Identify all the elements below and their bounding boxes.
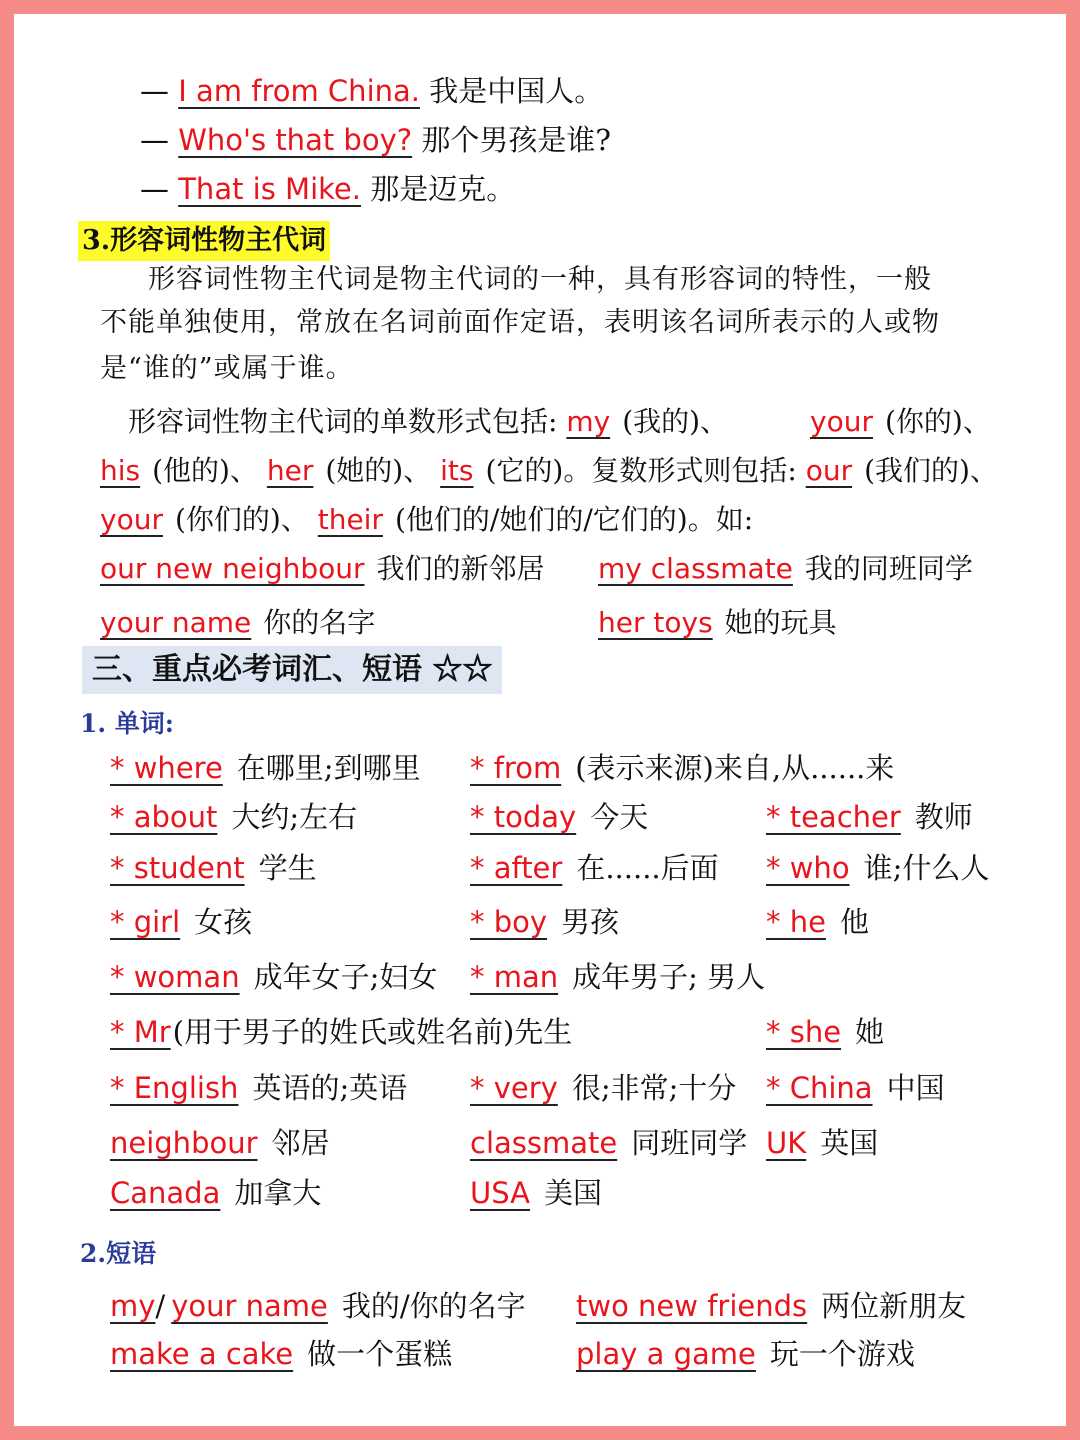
- word-english: Canada: [110, 1176, 221, 1210]
- pronoun-english: its: [440, 454, 474, 487]
- section-heading-possessive: 3.形容词性物主代词: [78, 221, 330, 261]
- word-item: [110, 846, 317, 887]
- example-chinese: 我们的新邻居: [376, 552, 545, 585]
- example-chinese: 我的同班同学: [804, 552, 973, 585]
- word-item: [470, 1121, 747, 1162]
- word-english: * where: [110, 751, 223, 785]
- dialog-chinese: 我是中国人。: [429, 74, 604, 108]
- word-item: [110, 1171, 321, 1212]
- word-item: [470, 795, 648, 836]
- word-item: [110, 1066, 407, 1107]
- example-english: her toys: [598, 606, 713, 639]
- word-chinese: 同班同学: [631, 1126, 748, 1160]
- word-chinese: (用于男子的姓氏或姓名前)先生: [172, 1015, 573, 1049]
- word-english: * who: [766, 851, 850, 885]
- word-english: * after: [470, 851, 563, 885]
- dialog-english: I am from China.: [178, 74, 420, 108]
- word-item: [470, 900, 619, 941]
- word-item: [110, 955, 437, 996]
- word-english: classmate: [470, 1126, 618, 1160]
- pronoun-english: their: [317, 503, 383, 536]
- word-english: * English: [110, 1071, 239, 1105]
- word-chinese: 在哪里;到哪里: [236, 751, 421, 785]
- pronoun-chinese: (我们的)、: [864, 454, 998, 487]
- dialog-chinese: 那是迈克。: [370, 172, 516, 206]
- word-chinese: 很;非常;十分: [571, 1071, 737, 1105]
- word-item: [470, 1171, 602, 1212]
- pronoun-english: my: [566, 405, 611, 438]
- paragraph-line: 不能单独使用，常放在名词前面作定语，表明该名词所表示的人或物: [100, 307, 940, 338]
- word-chinese: 学生: [258, 851, 317, 885]
- section-heading-vocabulary: 三、重点必考词汇、短语 ☆☆: [82, 646, 502, 694]
- word-item: [766, 795, 973, 836]
- dash: —: [140, 123, 169, 157]
- example-english: my classmate: [598, 552, 793, 585]
- word-chinese: 他: [839, 905, 869, 939]
- word-chinese: 谁;什么人: [863, 851, 990, 885]
- word-english: * he: [766, 905, 826, 939]
- word-chinese: 美国: [544, 1176, 603, 1210]
- dash: —: [140, 172, 169, 206]
- word-english: USA: [470, 1176, 531, 1210]
- example-english: our new neighbour: [100, 552, 365, 585]
- pronoun-line: [100, 449, 998, 489]
- pronoun-english: your: [100, 503, 163, 536]
- pronoun-english: our: [805, 454, 853, 487]
- word-chinese: 男孩: [561, 905, 620, 939]
- phrase-item: [576, 1284, 966, 1325]
- example-english: your name: [100, 606, 252, 639]
- word-english: * today: [470, 800, 577, 834]
- word-chinese: 英国: [820, 1126, 879, 1160]
- phrase-english: your name: [171, 1289, 328, 1323]
- phrase-english: make a cake: [110, 1337, 294, 1371]
- word-english: * woman: [110, 960, 240, 994]
- word-item: [110, 795, 357, 836]
- phrase-chinese: 做一个蛋糕: [307, 1337, 453, 1371]
- dialog-english: That is Mike.: [178, 172, 361, 206]
- phrase-chinese: 两位新朋友: [821, 1289, 967, 1323]
- word-english: * boy: [470, 905, 548, 939]
- word-chinese: 中国: [886, 1071, 945, 1105]
- example-chinese: 你的名字: [263, 606, 376, 639]
- word-chinese: 成年女子;妇女: [253, 960, 438, 994]
- pronoun-chinese: (他们的/她们的/它们的)。如:: [394, 503, 754, 536]
- word-english: * Mr: [110, 1015, 171, 1049]
- words-heading: 1. 单词:: [80, 709, 175, 738]
- word-chinese: 在......后面: [576, 851, 719, 885]
- word-english: * man: [470, 960, 559, 994]
- word-chinese: 大约;左右: [231, 800, 358, 834]
- word-english: * China: [766, 1071, 873, 1105]
- example-item: [100, 601, 375, 641]
- word-item: [470, 955, 765, 996]
- word-chinese: 她: [855, 1015, 885, 1049]
- pronoun-line: [128, 400, 728, 440]
- word-item: [470, 746, 894, 787]
- dialog-english: Who's that boy?: [178, 123, 413, 157]
- example-item: [598, 547, 973, 587]
- phrase-item: [576, 1332, 915, 1373]
- word-english: * she: [766, 1015, 842, 1049]
- intro-text: 形容词性物主代词的单数形式包括:: [128, 405, 567, 438]
- phrase-chinese: 我的/你的名字: [341, 1289, 526, 1323]
- word-chinese: 邻居: [271, 1126, 330, 1160]
- pronoun-english: his: [100, 454, 141, 487]
- example-item: [100, 547, 545, 587]
- pronoun-chinese: (她的)、: [325, 454, 432, 487]
- phrases-heading: 2.短语: [80, 1239, 157, 1268]
- word-english: * teacher: [766, 800, 901, 834]
- example-item: [598, 601, 837, 641]
- word-chinese: 教师: [914, 800, 973, 834]
- worksheet-page: [14, 14, 1066, 1426]
- phrase-separator: /: [155, 1289, 166, 1323]
- word-item: [766, 900, 869, 941]
- word-item: [766, 1121, 878, 1162]
- paragraph-line: 形容词性物主代词是物主代词的一种，具有形容词的特性，一般: [148, 264, 932, 295]
- paragraph-line: 是“谁的”或属于谁。: [100, 353, 354, 384]
- word-english: * from: [470, 751, 562, 785]
- pronoun-line: [810, 400, 991, 440]
- word-english: * about: [110, 800, 218, 834]
- dialog-line: [140, 69, 603, 110]
- word-chinese: 女孩: [194, 905, 253, 939]
- word-chinese: 英语的;英语: [252, 1071, 408, 1105]
- word-english: * student: [110, 851, 245, 885]
- pronoun-line: [100, 498, 753, 538]
- dialog-chinese: 那个男孩是谁?: [421, 123, 611, 157]
- word-chinese: (表示来源)来自,从......来: [575, 751, 895, 785]
- word-item: [766, 1010, 884, 1051]
- word-item: [110, 900, 252, 941]
- word-chinese: 今天: [590, 800, 649, 834]
- word-item: [110, 746, 421, 787]
- phrase-english: two new friends: [576, 1289, 808, 1323]
- pronoun-english: your: [810, 405, 873, 438]
- phrase-item: [110, 1332, 452, 1373]
- phrase-item: [110, 1284, 526, 1325]
- dialog-line: [140, 118, 611, 159]
- dialog-line: [140, 167, 515, 208]
- word-chinese: 加拿大: [234, 1176, 322, 1210]
- pronoun-chinese: (他的)、: [152, 454, 258, 487]
- phrase-chinese: 玩一个游戏: [769, 1337, 915, 1371]
- pronoun-chinese: (你的)、: [884, 405, 991, 438]
- word-english: UK: [766, 1126, 807, 1160]
- pronoun-english: her: [266, 454, 314, 487]
- word-item: [766, 1066, 945, 1107]
- word-english: * very: [470, 1071, 558, 1105]
- pronoun-chinese: (我的)、: [622, 405, 729, 438]
- word-item: [470, 846, 719, 887]
- pronoun-chinese: (它的)。复数形式则包括:: [485, 454, 806, 487]
- word-english: * girl: [110, 905, 181, 939]
- word-chinese: 成年男子; 男人: [572, 960, 766, 994]
- example-chinese: 她的玩具: [724, 606, 837, 639]
- phrase-english: play a game: [576, 1337, 756, 1371]
- word-item: [110, 1121, 330, 1162]
- word-item: [766, 846, 989, 887]
- word-item: [110, 1010, 572, 1051]
- word-item: [470, 1066, 736, 1107]
- phrase-english: my: [110, 1289, 156, 1323]
- dash: —: [140, 74, 169, 108]
- pronoun-chinese: (你们的)、: [174, 503, 309, 536]
- word-english: neighbour: [110, 1126, 258, 1160]
